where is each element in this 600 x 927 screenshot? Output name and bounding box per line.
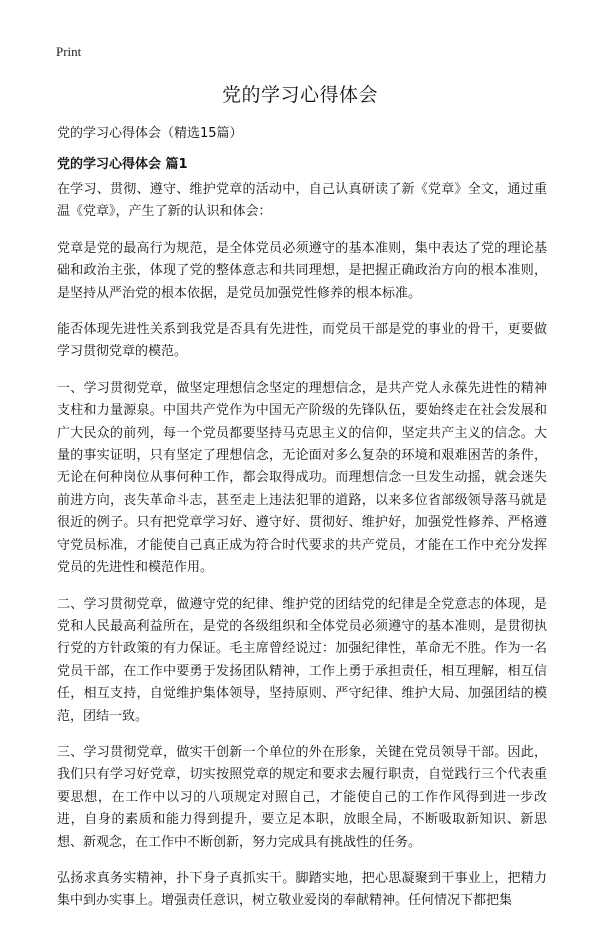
document-subtitle: 党的学习心得体会（精选15篇） bbox=[57, 126, 243, 141]
paragraph-2: 党章是党的最高行为规范，是全体党员必须遵守的基本准则，集中表达了党的理论基础和政治主张，体现了党的整体意志和共同理想，是把握正确政治方向的根本准则，是坚持从严治党的根本依据，是党员加强党性修养的根本标准。 bbox=[57, 240, 547, 301]
paragraph-7: 弘扬求真务实精神，扑下身子真抓实干。脚踏实地，把心思凝聚到干事业上，把精力集中到办实事上。增强责任意识，树立敬业爱岗的奉献精神。任何情况下都把集 bbox=[57, 870, 547, 909]
paragraph-3: 能否体现先进性关系到我党是否具有先进性，而党员干部是党的事业的骨干，更要做学习贯彻党章的模范。 bbox=[57, 322, 547, 360]
page-title: 党的学习心得体会 bbox=[221, 84, 378, 106]
paragraph-6: 三、学习贯彻党章，做实干创新一个单位的外在形象，关键在党员领导干部。因此，我们只有学习好党章，切实按照党章的规定和要求去履行职责，自觉践行三个代表重要思想，在工作中以习的八项规定对照自己，才能使自己的工作作风得到进一步改进，自身的素质和能力得到提升，要立足本职，放眼全局，不断吸取新知识、新思想、新观念，在工作中不断创新，努力完成具有挑战性的任务。 bbox=[57, 744, 547, 850]
paragraph-1: 在学习、贯彻、遵守、维护党章的活动中，自己认真研读了新《党章》全文，通过重温《党章》，产生了新的认识和体会： bbox=[57, 182, 547, 220]
paragraph-5: 二、学习贯彻党章，做遵守党的纪律、维护党的团结党的纪律是全党意志的体现，是党和人民最高利益所在，是党的各级组织和全体党员必须遵守的基本准则，是贯彻执行党的方针政策的有力保证。毛主席曾经说过：加强纪律性，革命无不胜。作为一名党员干部，在工作中要勇于发扬团队精神，工作上勇于承担责任，相互理解，相互信任，相互支持，自觉维护集体领导，坚持原则、严守纪律、维护大局、加强团结的模范，团结一致。 bbox=[57, 596, 547, 724]
body-text bbox=[57, 179, 547, 927]
paragraph-4: 一、学习贯彻党章，做坚定理想信念坚定的理想信念，是共产党人永葆先进性的精神支柱和力量源泉。中国共产党作为中国无产阶级的先锋队伍，要始终走在社会发展和广大民众的前列，每一个党员都要坚持马克思主义的信仰，坚定共产主义的信念。大量的事实证明，只有坚定了理想信念，无论面对多么复杂的环境和艰难困苦的条件，无论在何种岗位从事何种工作，都会取得成功。而理想信念一旦发生动摇，就会迷失前进方向，丧失革命斗志，甚至走上违法犯罪的道路，以来多位省部级领导落马就是很近的例子。只有把党章学习好、遵守好、贯彻好、维护好，加强党性修养、严格遵守党员标准，才能使自己真正成为符合时代要求的共产党员，才能在工作中充分发挥党员的先进性和模范作用。 bbox=[57, 380, 547, 576]
print-link[interactable]: Print bbox=[56, 44, 82, 59]
section-heading: 党的学习心得体会 篇1 bbox=[57, 157, 188, 172]
